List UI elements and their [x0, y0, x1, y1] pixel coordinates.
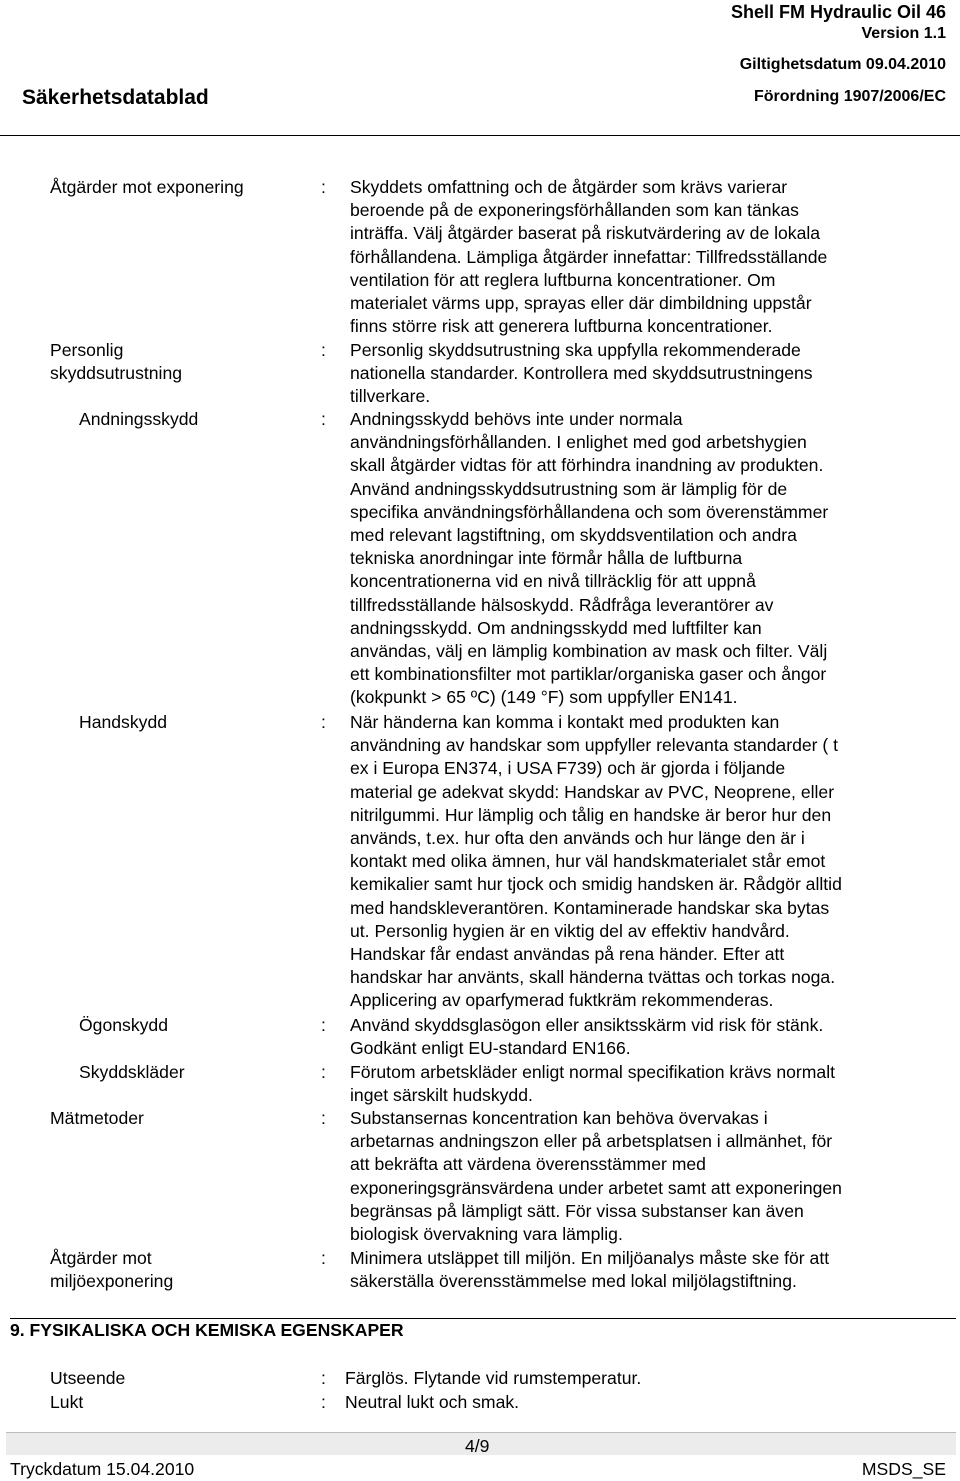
section-title: 9. FYSIKALISKA OCH KEMISKA EGENSKAPER — [10, 1320, 404, 1340]
label-line: miljöexponering — [50, 1271, 174, 1292]
text-line: nationella standarder. Kontrollera med skyddsutrustningens — [350, 363, 813, 384]
text-line: arbetarnas andningszon eller på arbetsplatsen i allmänhet, för — [350, 1131, 833, 1152]
text-line: Handskar får endast användas på rena händer. Efter att — [350, 944, 785, 965]
text-line: Förutom arbetskläder enligt normal specifikation krävs normalt — [350, 1062, 836, 1082]
text-line: beroende på de exponeringsförhållanden som kan tänkas — [350, 200, 799, 221]
text-line: ex i Europa EN374, i USA F739) och är gjorda i följande — [350, 758, 786, 779]
row-label: Mätmetoder — [50, 1108, 144, 1128]
row-label: Lukt — [50, 1392, 84, 1412]
row-label: Skyddskläder — [79, 1062, 185, 1082]
label-line: Åtgärder mot — [50, 1248, 152, 1268]
row-label: Utseende — [50, 1368, 126, 1388]
page-number: 4/9 — [465, 1436, 490, 1456]
document-title: Säkerhetsdatablad — [22, 86, 209, 109]
text-line: finns större risk att generera luftburna koncentrationer. — [350, 316, 773, 337]
text-line: biologisk övervakning vara lämplig. — [350, 1224, 623, 1245]
text-line: förhållandena. Lämpliga åtgärder innefattar: Tillfredsställande — [350, 246, 828, 267]
row-label: Handskydd — [79, 712, 168, 732]
text-line: Substansernas koncentration kan behöva övervakas i — [350, 1108, 768, 1128]
row-value — [350, 176, 940, 338]
text-line: handskar har använts, skall händerna tvättas och torkas noga. — [350, 967, 836, 988]
text-line: Godkänt enligt EU-standard EN166. — [350, 1038, 631, 1059]
text-line: Minimera utsläppet till miljön. En miljöanalys måste ske för att — [350, 1248, 830, 1268]
row-colon: : — [321, 340, 326, 360]
text-line: tillverkare. — [350, 386, 431, 407]
text-line: kemikalier samt hur tjock och smidig handsken är. Rådgör alltid — [350, 874, 842, 895]
row-colon: : — [321, 409, 326, 429]
text-line: Andningsskydd behövs inte under normala — [350, 409, 683, 429]
version-label: Version 1.1 — [861, 25, 946, 42]
row-colon: : — [321, 1368, 326, 1388]
text-line: begränsas på lämpligt sätt. För vissa substanser kan även — [350, 1200, 804, 1221]
row-colon: : — [321, 1248, 326, 1268]
row-label — [50, 339, 182, 385]
document-code: MSDS_SE — [861, 1459, 946, 1479]
row-label: Ögonskydd — [79, 1015, 168, 1035]
row-colon: : — [321, 1015, 326, 1035]
text-line: materialet värms upp, sprayas eller där dimbildning uppstår — [350, 293, 812, 314]
text-line: tekniska anordningar inte förmår hålla de luftburna — [350, 548, 743, 569]
text-line: ventilation för att reglera luftburna koncentrationer. Om — [350, 269, 776, 290]
text-line: ett kombinationsfilter mot partiklar/organiska gaser och ångor — [350, 664, 827, 685]
text-line: specifika användningsförhållandena och som överenstämmer — [350, 501, 829, 522]
row-label: Andningsskydd — [79, 409, 199, 429]
text-line: användningsförhållanden. I enlighet med god arbetshygien — [350, 432, 807, 453]
text-line: med relevant lagstiftning, om skyddsventilation och andra — [350, 525, 797, 546]
product-name: Shell FM Hydraulic Oil 46 — [730, 2, 946, 22]
text-line: användning av handskar som uppfyller relevanta standarder ( t — [350, 735, 839, 756]
row-value — [350, 1107, 940, 1246]
label-line: Personlig — [50, 340, 124, 360]
text-line: inget särskilt hudskydd. — [350, 1085, 533, 1106]
text-line: tillfredsställande hälsoskydd. Rådfråga leverantörer av — [350, 594, 774, 615]
text-line: koncentrationerna vid en nivå tillräcklig för att uppnå — [350, 571, 756, 592]
text-line: används, t.ex. hur ofta den används och hur länge den är i — [350, 828, 805, 849]
row-value — [350, 408, 940, 710]
text-line: ut. Personlig hygien är en viktig del av effektiv handvård. — [350, 920, 790, 941]
text-line: När händerna kan komma i kontakt med produkten kan — [350, 712, 780, 732]
row-value — [350, 711, 940, 1013]
text-line: andningsskydd. Om andningsskydd med luftfilter kan — [350, 617, 762, 638]
row-colon: : — [321, 1062, 326, 1082]
row-value: Färglös. Flytande vid rumstemperatur. — [345, 1368, 642, 1388]
text-line: Applicering av oparfymerad fuktkräm rekommenderas. — [350, 990, 774, 1011]
row-colon: : — [321, 1392, 326, 1412]
text-line: kontakt med olika ämnen, hur väl handskmaterialet står emot — [350, 851, 826, 872]
row-label: Åtgärder mot exponering — [50, 177, 244, 197]
text-line: skall åtgärder vidtas för att förhindra inandning av produkten. — [350, 455, 824, 476]
row-value — [350, 1247, 940, 1293]
validity-date: Giltighetsdatum 09.04.2010 — [739, 56, 946, 73]
text-line: Skyddets omfattning och de åtgärder som krävs varierar — [350, 177, 788, 197]
text-line: säkerställa överensstämmelse med lokal miljölagstiftning. — [350, 1271, 797, 1292]
print-date: Tryckdatum 15.04.2010 — [10, 1459, 195, 1479]
text-line: material ge adekvat skydd: Handskar av PVC, Neoprene, eller — [350, 781, 835, 802]
text-line: nitrilgummi. Hur lämplig och tålig en handske är beror hur den — [350, 804, 832, 825]
header-divider — [0, 135, 960, 136]
label-line: skyddsutrustning — [50, 363, 183, 384]
row-label — [50, 1247, 173, 1293]
text-line: inträffa. Välj åtgärder baserat på riskutvärdering av de lokala — [350, 223, 821, 244]
row-value — [350, 1014, 940, 1060]
row-colon: : — [321, 712, 326, 732]
row-value: Neutral lukt och smak. — [345, 1392, 520, 1412]
text-line: exponeringsgränsvärdena under arbetet samt att exponeringen — [350, 1177, 842, 1198]
text-line: med handskleverantören. Kontaminerade handskar ska bytas — [350, 897, 830, 918]
text-line: att bekräfta att värdena överensstämmer med — [350, 1154, 706, 1175]
row-value — [350, 339, 940, 409]
text-line: (kokpunkt > 65 ºC) (149 °F) som uppfyller EN141. — [350, 687, 738, 708]
row-colon: : — [321, 1108, 326, 1128]
text-line: Använd skyddsglasögon eller ansiktsskärm vid risk för stänk. — [350, 1015, 824, 1035]
text-line: Personlig skyddsutrustning ska uppfylla rekommenderade — [350, 340, 801, 360]
text-line: Använd andningsskyddsutrustning som är lämplig för de — [350, 478, 788, 499]
regulation-label: Förordning 1907/2006/EC — [753, 88, 946, 105]
row-colon: : — [321, 177, 326, 197]
row-value — [350, 1061, 940, 1107]
text-line: användas, välj en lämplig kombination av mask och filter. Välj — [350, 641, 828, 662]
